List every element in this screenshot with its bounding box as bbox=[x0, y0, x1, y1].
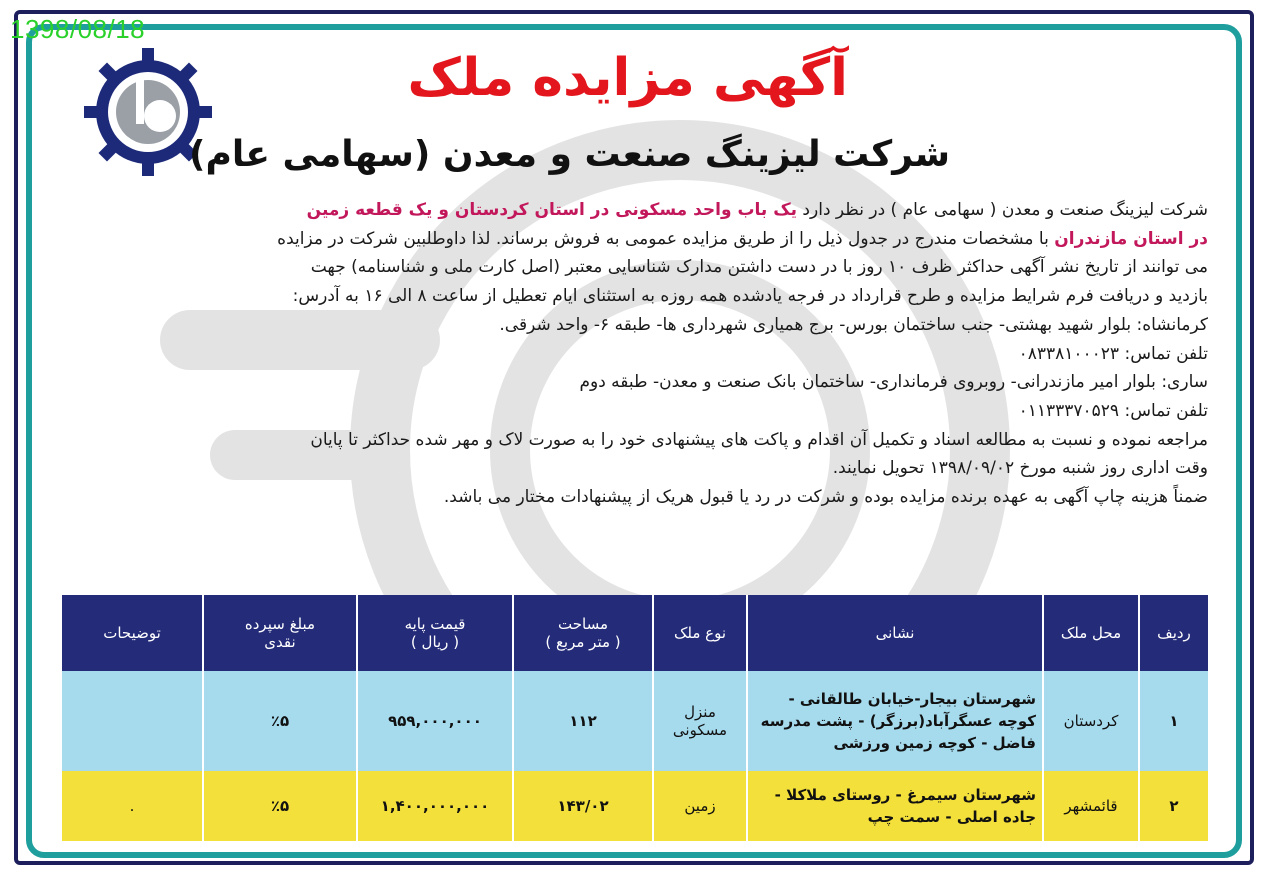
cell-type: منزل مسکونی bbox=[653, 671, 747, 771]
cell-price: ۱,۴۰۰,۰۰۰,۰۰۰ bbox=[357, 771, 513, 841]
col-header-row: ردیف bbox=[1139, 595, 1209, 671]
body-line-4: بازدید و دریافت فرم شرایط مزایده و طرح قرارداد در فرجه یادشده همه روزه به استثنای ایام تعطیل از ساعت ۸ الی ۱۶ به آدرس: bbox=[292, 286, 1208, 307]
body-line-1 bbox=[60, 196, 1208, 225]
cell-address: شهرستان بیجار-خیابان طالقانی - کوچه عسگرآباد(برزگر) - پشت مدرسه فاضل - کوچه زمین ورزشی bbox=[747, 671, 1043, 771]
col-header-address: نشانی bbox=[747, 595, 1043, 671]
cell-deposit: ٪۵ bbox=[203, 671, 357, 771]
date-stamp: 1398/08/18 bbox=[10, 14, 146, 44]
notice-body bbox=[60, 196, 1208, 512]
col-header-deposit: مبلغ سپرده نقدی bbox=[203, 595, 357, 671]
cell-location: کردستان bbox=[1043, 671, 1139, 771]
property-table bbox=[60, 595, 1210, 841]
col-header-area: مساحت ( متر مربع ) bbox=[513, 595, 653, 671]
phone-sari: تلفن تماس: ۰۱۱۳۳۳۷۰۵۲۹ bbox=[1018, 400, 1208, 421]
cell-notes: . bbox=[61, 771, 203, 841]
address-kermanshah: کرمانشاه: بلوار شهید بهشتی- جنب ساختمان بورس- برج همیاری شهرداری ها- طبقه ۶- واحد شرقی. bbox=[499, 314, 1208, 335]
cell-area: ۱۱۲ bbox=[513, 671, 653, 771]
body-line-2-text: با مشخصات مندرج در جدول ذیل را از طریق مزایده عمومی به فروش برساند. لذا داوطلبین شرکت در مزایده bbox=[277, 228, 1055, 249]
phone-kermanshah: تلفن تماس: ۰۸۳۳۸۱۰۰۰۲۳ bbox=[1018, 343, 1208, 364]
cell-notes bbox=[61, 671, 203, 771]
address-sari: ساری: بلوار امیر مازندرانی- روبروی فرمانداری- ساختمان بانک صنعت و معدن- طبقه دوم bbox=[579, 372, 1208, 393]
col-header-location: محل ملک bbox=[1043, 595, 1139, 671]
cell-deposit: ٪۵ bbox=[203, 771, 357, 841]
body-line-3: می توانند از تاریخ نشر آگهی حداکثر ظرف ۱۰ روز با در دست داشتن مدارک شناسایی معتبر (اصل کارت ملی و شناسنامه) جهت bbox=[310, 257, 1208, 278]
notice-title: آگهی مزایده ملک bbox=[407, 48, 848, 108]
table-row bbox=[61, 671, 1209, 771]
col-header-price: قیمت پایه ( ریال ) bbox=[357, 595, 513, 671]
col-header-notes: توضیحات bbox=[61, 595, 203, 671]
cell-type: زمین bbox=[653, 771, 747, 841]
body-line-11: ضمناً هزینه چاپ آگهی به عهده برنده مزایده بوده و شرکت در رد یا قبول هریک از پیشنهادات مختار می باشد. bbox=[443, 487, 1208, 508]
cell-price: ۹۵۹,۰۰۰,۰۰۰ bbox=[357, 671, 513, 771]
table-header-row bbox=[61, 595, 1209, 671]
cell-location: قائمشهر bbox=[1043, 771, 1139, 841]
table-row bbox=[61, 771, 1209, 841]
body-line-2-highlight: در استان مازندران bbox=[1054, 228, 1208, 249]
body-line-1-text: شرکت لیزینگ صنعت و معدن ( سهامی عام ) در نظر دارد bbox=[797, 200, 1208, 220]
cell-area: ۱۴۳/۰۲ bbox=[513, 771, 653, 841]
cell-row-number: ۲ bbox=[1139, 771, 1209, 841]
company-name: شرکت لیزینگ صنعت و معدن (سهامی عام) bbox=[189, 134, 950, 175]
body-line-1-highlight: یک باب واحد مسکونی در استان کردستان و یک قطعه زمین bbox=[306, 200, 798, 220]
body-line-9: مراجعه نموده و نسبت به مطالعه اسناد و تکمیل آن اقدام و پاکت های پیشنهادی خود را به صورت لاک و مهر شده حداکثر تا پایان bbox=[310, 429, 1208, 450]
cell-address: شهرستان سیمرغ - روستای ملاکلا - جاده اصلی - سمت چپ bbox=[747, 771, 1043, 841]
body-line-10: وقت اداری روز شنبه مورخ ۱۳۹۸/۰۹/۰۲ تحویل نمایند. bbox=[832, 458, 1208, 479]
col-header-type: نوع ملک bbox=[653, 595, 747, 671]
cell-row-number: ۱ bbox=[1139, 671, 1209, 771]
body-line-2 bbox=[60, 225, 1208, 254]
